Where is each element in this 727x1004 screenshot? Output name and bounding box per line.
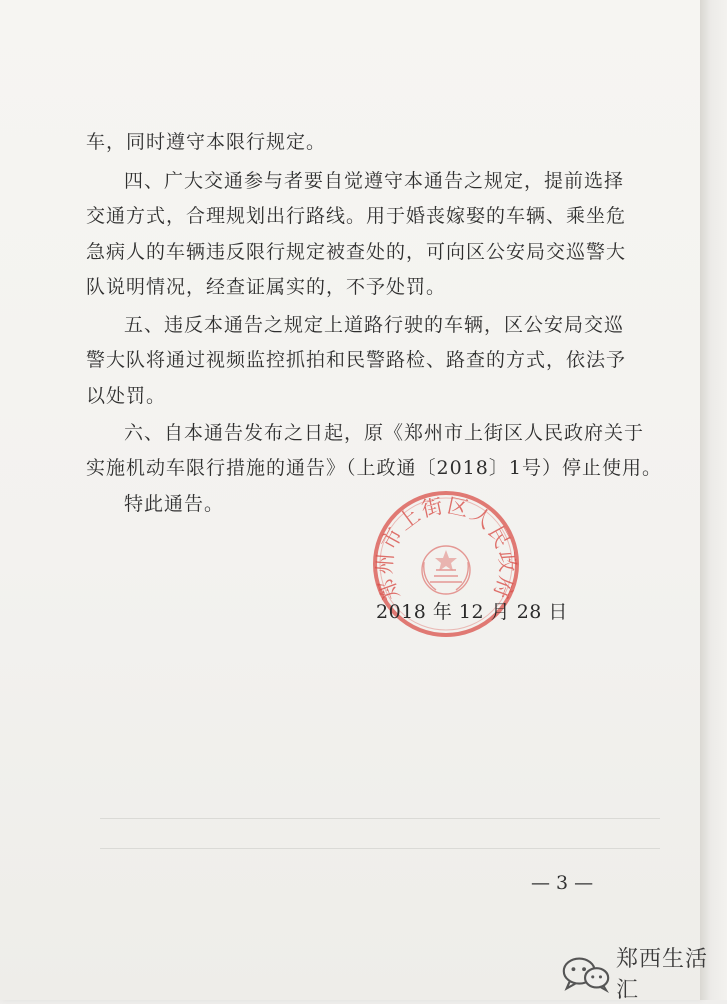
body-line: 以处罚。 bbox=[86, 385, 167, 407]
page-number: — 3 — bbox=[531, 872, 594, 894]
body-line: 车，同时遵守本限行规定。 bbox=[86, 131, 327, 153]
body-line: 急病人的车辆违反限行规定被查处的，可向区公安局交巡警大 bbox=[86, 241, 627, 263]
watermark bbox=[558, 942, 727, 1004]
body-line: 队说明情况，经查证属实的，不予处罚。 bbox=[86, 276, 447, 298]
watermark-text: 郑西生活汇 bbox=[615, 947, 708, 1003]
body-line: 六、自本通告发布之日起，原《郑州市上街区人民政府关于 bbox=[124, 422, 645, 444]
body-line: 交通方式，合理规划出行路线。用于婚丧嫁娶的车辆、乘坐危 bbox=[86, 205, 627, 227]
body-line: 特此通告。 bbox=[124, 493, 225, 515]
body-line: 五、违反本通告之规定上道路行驶的车辆，区公安局交巡 bbox=[124, 314, 625, 336]
body-line: 警大队将通过视频监控抓拍和民警路检、路查的方式，依法予 bbox=[86, 349, 627, 371]
wechat-icon bbox=[558, 953, 614, 993]
bleed-through-line bbox=[100, 818, 660, 819]
seal-text: 郑州市上街区人民政府 bbox=[372, 493, 520, 604]
body-line: 实施机动车限行措施的通告》（上政通〔2018〕1号）停止使用。 bbox=[86, 457, 662, 479]
document-date: 2018 年 12 月 28 日 bbox=[376, 601, 568, 623]
body-line: 四、广大交通参与者要自觉遵守本通告之规定，提前选择 bbox=[124, 170, 625, 192]
bleed-through-line bbox=[100, 848, 660, 849]
